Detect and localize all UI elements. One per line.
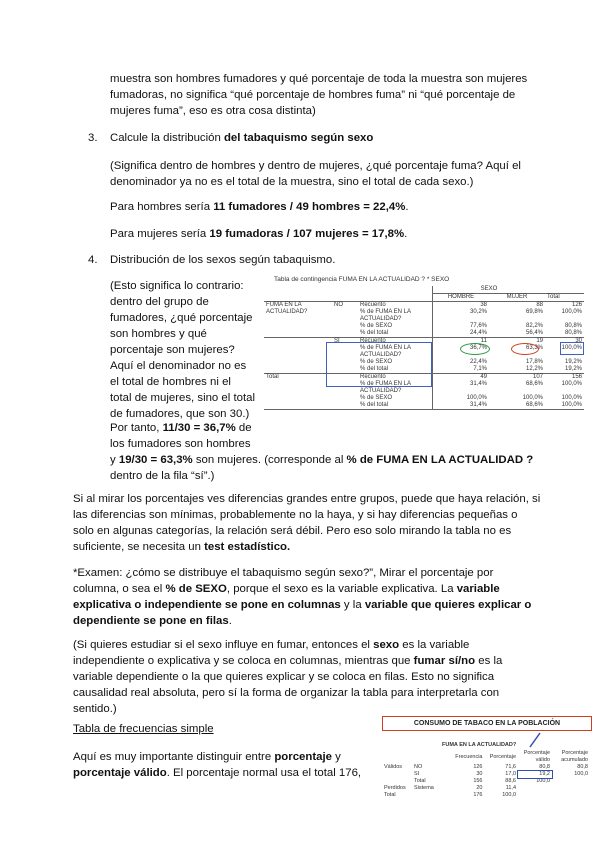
cell: 100,0% (561, 345, 582, 351)
freq-heading: Tabla de frecuencias simple (73, 723, 214, 735)
label-recuento: Recuento (360, 374, 386, 380)
cell: 17,0 (505, 771, 516, 777)
cell: 100,0 (502, 792, 516, 798)
item-4-text-6: Aquí el denominador no es (110, 360, 247, 372)
para-2-line-1: *Examen: ¿cómo se distribuye el tabaquismo según sexo?”, Mirar el porcentaje por (73, 567, 494, 579)
cell: 100,0% (522, 395, 543, 401)
row-label-actualidad: ACTUALIDAD? (266, 309, 308, 315)
frequency-table (382, 716, 590, 836)
row-total: Total (266, 374, 279, 380)
label-pct-fuma-2: ACTUALIDAD? (360, 352, 402, 358)
cell: 30 (476, 771, 483, 777)
contingency-title: Tabla de contingencia FUMA EN LA ACTUALIDAD ? * SEXO (274, 276, 450, 283)
item-3-heading: Calcule la distribución del tabaquismo según sexo (110, 132, 374, 144)
item-4-text-1: (Esto significa lo contrario: (110, 280, 244, 292)
frequency-subtitle: FUMA EN LA ACTUALIDAD? (442, 742, 517, 748)
item-4-text-4: son hombres y qué (110, 328, 207, 340)
item-3-note-1: (Significa dentro de hombres y dentro de mujeres, ¿qué porcentaje fuma? Aquí el (110, 160, 521, 172)
item-4-text-7: el total de hombres ni el (110, 376, 231, 388)
contingency-table (264, 276, 584, 408)
hombre-header: HOMBRE (433, 294, 490, 302)
intro-line-3: mujeres fuma”, eso es otra cosa distinta) (110, 105, 316, 117)
header-frecuencia: Frecuencia (455, 753, 483, 760)
label-validos: Válidos (384, 764, 403, 770)
cell: 63,3% (525, 345, 543, 351)
para-4-line-1: Aquí es muy importante distinguir entre porcentaje y (73, 751, 341, 763)
item-4-text-8: total de mujeres, sino el total (110, 392, 255, 404)
cell: 100,0% (561, 381, 582, 387)
label-pct-fuma: % de FUMA EN LA (360, 345, 412, 351)
para-2-line-4: dependiente se pone en filas. (73, 615, 232, 627)
cell: 19,2% (564, 359, 582, 365)
cell: 69,8% (525, 309, 543, 315)
cell: 24,4% (433, 330, 490, 338)
cell: 100,0% (561, 309, 582, 315)
cell: 56,4% (525, 330, 543, 336)
cell-valid-si-highlighted: 19,2 (518, 771, 552, 778)
checkmark-annotation (528, 731, 542, 749)
cell: 17,8% (525, 359, 543, 365)
label-recuento: Recuento (360, 302, 386, 308)
cell: 36,7% (433, 345, 490, 352)
para-1-line-3: solo en algunas categorías, la relación será débil. Pero eso solo mirando la tabla no es (73, 525, 512, 537)
header-porcentaje: Porcentaje (489, 753, 516, 760)
cell: 82,2% (525, 323, 543, 329)
cell: 38 (433, 302, 490, 310)
cell: 31,4% (433, 381, 490, 388)
item-4-result-4: dentro de la fila “sí”.) (110, 470, 215, 482)
row-no: NO (334, 302, 343, 308)
label-no: NO (414, 764, 423, 770)
cell: 156 (571, 374, 582, 380)
para-3-line-1: (Si quieres estudiar si el sexo influye en fumar, entonces el sexo es la variable (73, 639, 470, 651)
cell: 100,0 (574, 771, 588, 777)
item-4-text-3: fumadores, ¿qué porcentaje (110, 312, 253, 324)
item-4-heading: Distribución de los sexos según tabaquismo. (110, 254, 336, 266)
red-highlight-oval (511, 343, 539, 355)
cell: 80,8% (564, 330, 582, 336)
cell: 100,0% (561, 402, 582, 408)
label-pct-fuma-2: ACTUALIDAD? (360, 316, 402, 322)
cell: 68,6% (525, 402, 543, 408)
cell: 49 (433, 374, 490, 382)
intro-line-1: muestra son hombres fumadores y qué porcentaje de toda la muestra son mujeres (110, 73, 528, 85)
cell: 68,6% (525, 381, 543, 387)
label-si: SI (414, 771, 420, 777)
cell-si-hombre: 11 (433, 338, 490, 346)
item-4-text-9: de fumadores, que son 30.) (110, 408, 250, 420)
item-4-number: 4. (88, 254, 98, 266)
cell: 11,4 (505, 785, 516, 791)
cell: 12,2% (525, 366, 543, 372)
cell: 156 (473, 778, 483, 784)
men-calculation: Para hombres sería 11 fumadores / 49 hombres = 22,4%. (110, 201, 409, 213)
cell: 71,6 (505, 764, 516, 770)
label-pct-sexo: % de SEXO (360, 359, 393, 365)
para-3-line-2: independiente o explicativa y se coloca en columnas, mientras que fumar sí/no es la (73, 655, 503, 667)
sexo-header: SEXO (433, 286, 546, 294)
cell: 77,6% (433, 323, 490, 330)
item-3-note-2: denominador ya no es el total de la muestra, sino el total de cada sexo.) (110, 176, 474, 188)
frequency-table-title: CONSUMO DE TABACO EN LA POBLACIÓN (382, 716, 592, 731)
frequency-grid (382, 750, 590, 799)
cell: 20 (476, 785, 483, 791)
item-4-result-1: Por tanto, 11/30 = 36,7% de (110, 422, 252, 434)
cell: 19,2% (564, 366, 582, 372)
para-1-line-1: Si al mirar los porcentajes ves diferencias grandes entre grupos, puede que haya relación, si (73, 493, 541, 505)
cell: 100,0% (561, 395, 582, 401)
header-porcentaje-valido: Porcentaje válido (523, 750, 550, 763)
cell: 80,8 (577, 764, 588, 770)
row-label-fuma: FUMA EN LA (266, 302, 302, 308)
label-pct-fuma-2: ACTUALIDAD? (360, 388, 402, 394)
para-4-line-2: porcentaje válido. El porcentaje normal usa el total 176, (73, 767, 362, 779)
cell-si-total: 30 (575, 338, 582, 344)
para-1-line-2: las diferencias son mínimas, probablemente no la haya, y si hay diferencias pequeñas o (73, 509, 518, 521)
cell: 107 (532, 374, 543, 380)
total-header: Total (545, 294, 584, 302)
intro-line-2: fumadoras, no significa “qué porcentaje de hombres fuma” ni “qué porcentaje de (110, 89, 516, 101)
item-3-number: 3. (88, 132, 98, 144)
cell: 80,8% (564, 323, 582, 329)
para-2-line-2: columna, o sea el % de SEXO, porque el sexo es la variable explicativa. La variable (73, 583, 500, 595)
cell: 7,1% (433, 366, 490, 374)
cell: 126 (473, 764, 483, 770)
cell: 88,6 (505, 778, 516, 784)
row-si: SI (334, 338, 340, 344)
header-porcentaje-acumulado: Porcentaje acumulado (561, 750, 588, 763)
cell: 126 (571, 302, 582, 308)
item-4-text-5: porcentaje son mujeres? (110, 344, 235, 356)
label-pct-sexo: % de SEXO (360, 395, 393, 401)
item-4-result-2: los fumadores son hombres (110, 438, 251, 450)
para-3-line-5: sentido.) (73, 703, 117, 715)
para-3-line-4: causalidad real absoluta, pero sí la forma de organizar la tabla para interpretarla con (73, 687, 500, 699)
label-pct-sexo: % de SEXO (360, 323, 393, 329)
mujer-header: MUJER (489, 294, 545, 302)
cell: 100,0% (433, 395, 490, 402)
para-2-line-3: explicativa o independiente se pone en columnas y la variable que quieres explicar o (73, 599, 532, 611)
green-highlight-oval (460, 343, 490, 355)
label-perdidos: Perdidos (384, 785, 406, 791)
cell: 80,8 (539, 764, 550, 770)
label-pct-fuma: % de FUMA EN LA (360, 381, 412, 387)
cell: 88 (536, 302, 543, 308)
blue-highlight-labels (326, 342, 432, 387)
label-pct-total: % del total (360, 402, 389, 408)
label-grand-total: Total (384, 792, 396, 798)
label-total: Total (414, 778, 426, 784)
cell: 100,0 (536, 778, 550, 784)
cell: 30,2% (433, 309, 490, 316)
para-1-line-4: suficiente, se necesita un test estadístico. (73, 541, 291, 553)
item-4-text-2: dentro del grupo de (110, 296, 209, 308)
label-pct-fuma: % de FUMA EN LA (360, 309, 412, 315)
cell: 31,4% (433, 402, 490, 410)
cell: 22,4% (433, 359, 490, 366)
item-4-result-3: y 19/30 = 63,3% son mujeres. (corresponde al % de FUMA EN LA ACTUALIDAD ? (110, 454, 534, 466)
cell-si-mujer: 19 (536, 338, 543, 344)
label-sistema: Sistema (414, 785, 434, 791)
para-3-line-3: variable dependiente o la que quieres explicar y se coloca en filas. Esto no significa (73, 671, 495, 683)
label-pct-total: % del total (360, 330, 389, 336)
blue-highlight-total (560, 342, 584, 355)
label-pct-total: % del total (360, 366, 389, 372)
cell: 176 (473, 792, 483, 798)
label-recuento: Recuento (360, 338, 386, 344)
women-calculation: Para mujeres sería 19 fumadoras / 107 mujeres = 17,8%. (110, 228, 408, 240)
